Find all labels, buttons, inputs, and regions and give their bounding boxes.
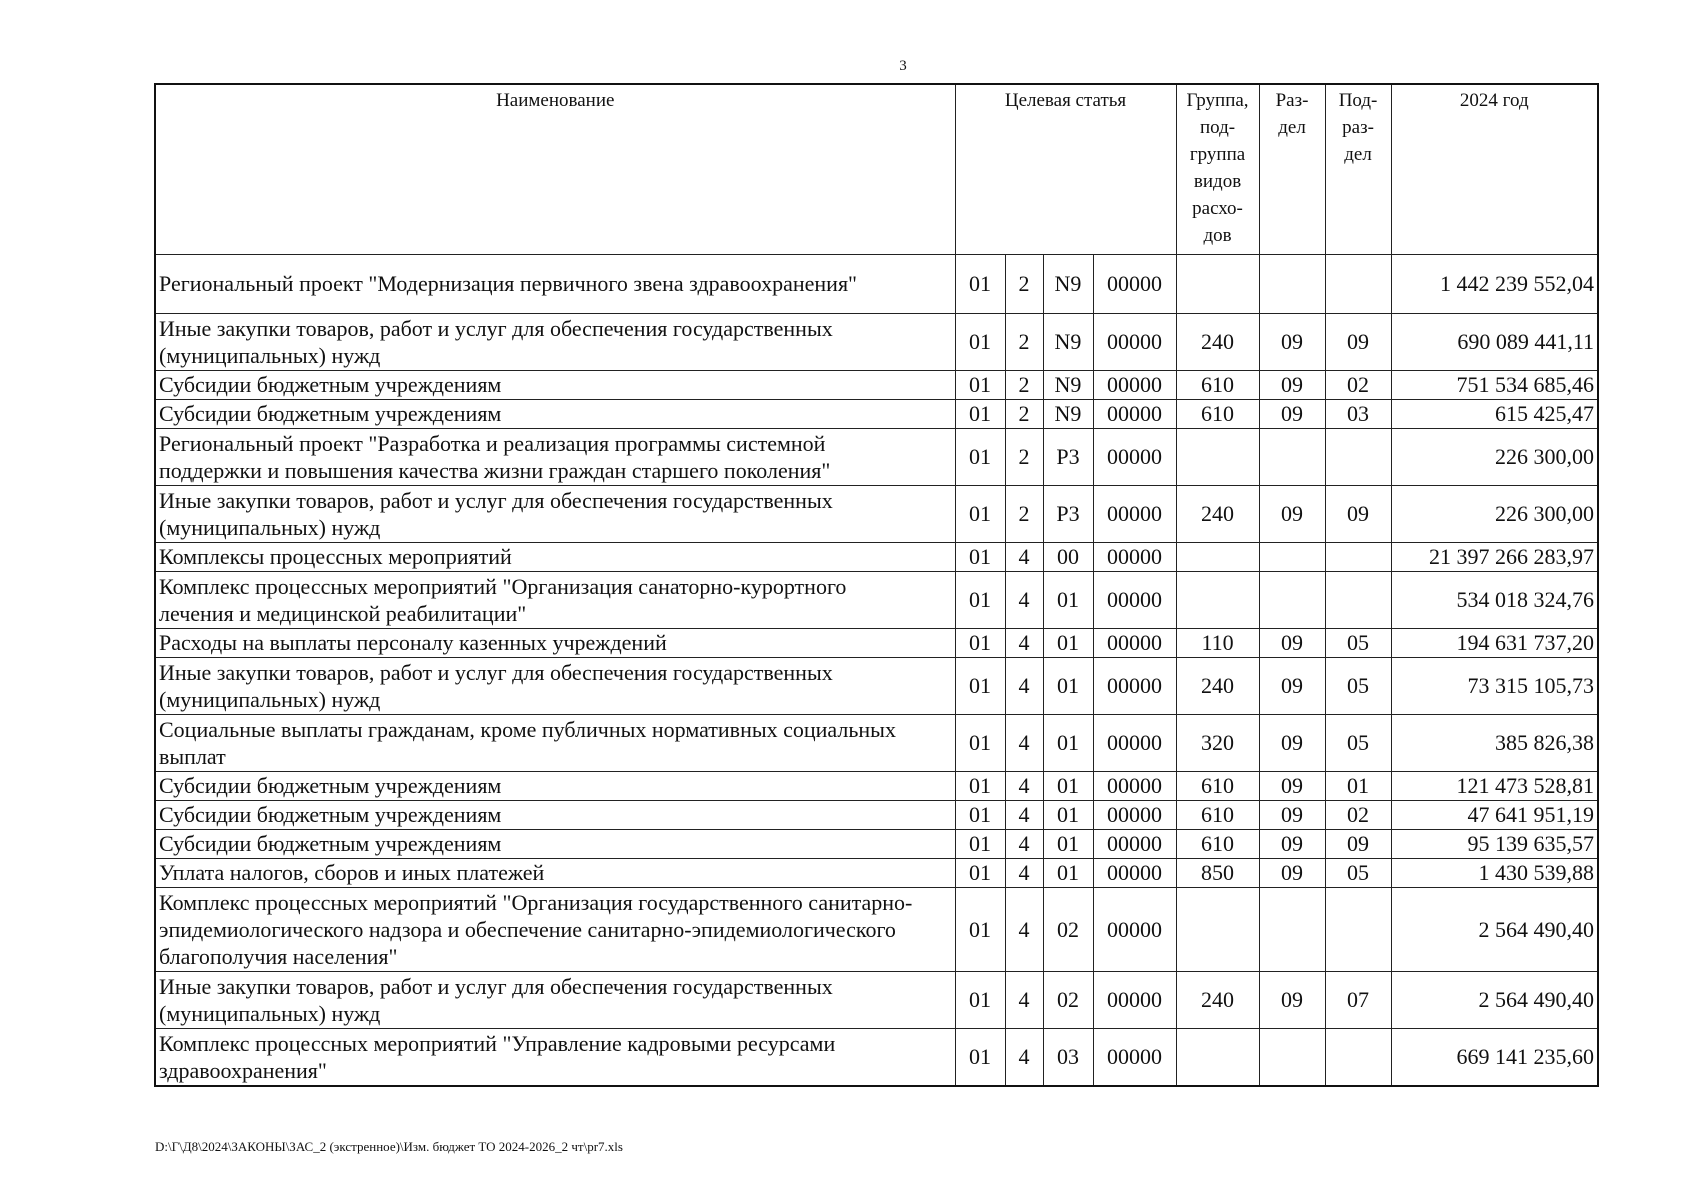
section-cell: 09 xyxy=(1259,657,1325,714)
row-name-cell: Комплексы процессных мероприятий xyxy=(155,542,955,571)
row-name-cell: Субсидии бюджетным учреждениям xyxy=(155,800,955,829)
target-code-project-cell: 01 xyxy=(1043,771,1093,800)
expense-group-cell xyxy=(1176,571,1259,628)
target-code-project-cell: 01 xyxy=(1043,800,1093,829)
table-body xyxy=(155,254,1598,1086)
target-code-direction-cell: 00000 xyxy=(1093,628,1176,657)
expense-group-cell: 240 xyxy=(1176,971,1259,1028)
target-code-direction-cell: 00000 xyxy=(1093,428,1176,485)
section-cell: 09 xyxy=(1259,313,1325,370)
header-subsection: Под- раз- дел xyxy=(1325,84,1391,254)
amount-cell: 121 473 528,81 xyxy=(1391,771,1598,800)
row-name-cell: Комплекс процессных мероприятий "Организация государственного санитарно- эпидемиологического надзора и обеспечение санитарно-эпидемиологического благополучия населения" xyxy=(155,887,955,971)
amount-cell: 2 564 490,40 xyxy=(1391,887,1598,971)
section-cell xyxy=(1259,542,1325,571)
amount-cell: 226 300,00 xyxy=(1391,428,1598,485)
target-code-project-cell: 02 xyxy=(1043,887,1093,971)
table-row xyxy=(155,571,1598,628)
target-code-program-cell: 01 xyxy=(955,542,1005,571)
target-code-program-cell: 01 xyxy=(955,313,1005,370)
table-row xyxy=(155,1028,1598,1086)
target-code-direction-cell: 00000 xyxy=(1093,887,1176,971)
table-header-row xyxy=(155,84,1598,254)
target-code-direction-cell: 00000 xyxy=(1093,771,1176,800)
expense-group-cell: 850 xyxy=(1176,858,1259,887)
target-code-subprogram-cell: 2 xyxy=(1005,399,1043,428)
amount-cell: 2 564 490,40 xyxy=(1391,971,1598,1028)
target-code-direction-cell: 00000 xyxy=(1093,370,1176,399)
amount-cell: 534 018 324,76 xyxy=(1391,571,1598,628)
amount-cell: 690 089 441,11 xyxy=(1391,313,1598,370)
expense-group-cell: 320 xyxy=(1176,714,1259,771)
target-code-direction-cell: 00000 xyxy=(1093,829,1176,858)
table-row xyxy=(155,542,1598,571)
table-row xyxy=(155,313,1598,370)
target-code-program-cell: 01 xyxy=(955,887,1005,971)
table-row xyxy=(155,254,1598,313)
table-row xyxy=(155,370,1598,399)
target-code-direction-cell: 00000 xyxy=(1093,800,1176,829)
section-cell xyxy=(1259,254,1325,313)
section-cell: 09 xyxy=(1259,800,1325,829)
target-code-direction-cell: 00000 xyxy=(1093,571,1176,628)
section-cell: 09 xyxy=(1259,628,1325,657)
target-code-subprogram-cell: 4 xyxy=(1005,800,1043,829)
target-code-program-cell: 01 xyxy=(955,485,1005,542)
subsection-cell xyxy=(1325,571,1391,628)
subsection-cell: 05 xyxy=(1325,714,1391,771)
row-name-cell: Субсидии бюджетным учреждениям xyxy=(155,399,955,428)
target-code-subprogram-cell: 4 xyxy=(1005,887,1043,971)
expense-group-cell: 110 xyxy=(1176,628,1259,657)
target-code-project-cell: 01 xyxy=(1043,571,1093,628)
target-code-direction-cell: 00000 xyxy=(1093,399,1176,428)
expense-group-cell xyxy=(1176,542,1259,571)
amount-cell: 669 141 235,60 xyxy=(1391,1028,1598,1086)
section-cell xyxy=(1259,887,1325,971)
row-name-cell: Субсидии бюджетным учреждениям xyxy=(155,771,955,800)
target-code-subprogram-cell: 2 xyxy=(1005,370,1043,399)
expense-group-cell: 610 xyxy=(1176,771,1259,800)
target-code-program-cell: 01 xyxy=(955,428,1005,485)
target-code-project-cell: N9 xyxy=(1043,254,1093,313)
target-code-project-cell: 01 xyxy=(1043,829,1093,858)
target-code-subprogram-cell: 2 xyxy=(1005,428,1043,485)
row-name-cell: Иные закупки товаров, работ и услуг для обеспечения государственных (муниципальных) нужд xyxy=(155,313,955,370)
target-code-subprogram-cell: 4 xyxy=(1005,571,1043,628)
expense-group-cell: 610 xyxy=(1176,800,1259,829)
target-code-subprogram-cell: 4 xyxy=(1005,657,1043,714)
expense-group-cell xyxy=(1176,254,1259,313)
section-cell: 09 xyxy=(1259,771,1325,800)
target-code-project-cell: N9 xyxy=(1043,313,1093,370)
header-expense-group: Группа, под- группа видов расхо- дов xyxy=(1176,84,1259,254)
target-code-subprogram-cell: 4 xyxy=(1005,771,1043,800)
row-name-cell: Комплекс процессных мероприятий "Управление кадровыми ресурсами здравоохранения" xyxy=(155,1028,955,1086)
page-number: 3 xyxy=(899,58,907,74)
section-cell xyxy=(1259,571,1325,628)
subsection-cell: 09 xyxy=(1325,313,1391,370)
section-cell: 09 xyxy=(1259,858,1325,887)
subsection-cell: 02 xyxy=(1325,370,1391,399)
target-code-project-cell: 00 xyxy=(1043,542,1093,571)
expense-group-cell: 610 xyxy=(1176,829,1259,858)
target-code-program-cell: 01 xyxy=(955,1028,1005,1086)
row-name-cell: Региональный проект "Разработка и реализация программы системной поддержки и повышения качества жизни граждан старшего поколения" xyxy=(155,428,955,485)
section-cell xyxy=(1259,428,1325,485)
target-code-program-cell: 01 xyxy=(955,971,1005,1028)
table-row xyxy=(155,399,1598,428)
target-code-project-cell: 01 xyxy=(1043,714,1093,771)
target-code-program-cell: 01 xyxy=(955,714,1005,771)
target-code-subprogram-cell: 2 xyxy=(1005,313,1043,370)
target-code-project-cell: 02 xyxy=(1043,971,1093,1028)
target-code-project-cell: 01 xyxy=(1043,657,1093,714)
row-name-cell: Социальные выплаты гражданам, кроме публичных нормативных социальных выплат xyxy=(155,714,955,771)
target-code-subprogram-cell: 4 xyxy=(1005,829,1043,858)
target-code-subprogram-cell: 2 xyxy=(1005,485,1043,542)
amount-cell: 194 631 737,20 xyxy=(1391,628,1598,657)
target-code-project-cell: Р3 xyxy=(1043,485,1093,542)
target-code-direction-cell: 00000 xyxy=(1093,485,1176,542)
table-row xyxy=(155,829,1598,858)
row-name-cell: Расходы на выплаты персоналу казенных учреждений xyxy=(155,628,955,657)
target-code-program-cell: 01 xyxy=(955,771,1005,800)
target-code-project-cell: 03 xyxy=(1043,1028,1093,1086)
target-code-direction-cell: 00000 xyxy=(1093,313,1176,370)
row-name-cell: Субсидии бюджетным учреждениям xyxy=(155,829,955,858)
subsection-cell: 03 xyxy=(1325,399,1391,428)
table-row xyxy=(155,485,1598,542)
amount-cell: 47 641 951,19 xyxy=(1391,800,1598,829)
target-code-direction-cell: 00000 xyxy=(1093,542,1176,571)
subsection-cell xyxy=(1325,254,1391,313)
row-name-cell: Уплата налогов, сборов и иных платежей xyxy=(155,858,955,887)
amount-cell: 21 397 266 283,97 xyxy=(1391,542,1598,571)
table-row xyxy=(155,887,1598,971)
target-code-program-cell: 01 xyxy=(955,254,1005,313)
row-name-cell: Иные закупки товаров, работ и услуг для обеспечения государственных (муниципальных) нужд xyxy=(155,971,955,1028)
target-code-subprogram-cell: 4 xyxy=(1005,714,1043,771)
subsection-cell: 05 xyxy=(1325,858,1391,887)
budget-table xyxy=(154,83,1599,1087)
target-code-project-cell: N9 xyxy=(1043,399,1093,428)
target-code-subprogram-cell: 4 xyxy=(1005,542,1043,571)
subsection-cell: 07 xyxy=(1325,971,1391,1028)
row-name-cell: Иные закупки товаров, работ и услуг для обеспечения государственных (муниципальных) нужд xyxy=(155,657,955,714)
target-code-program-cell: 01 xyxy=(955,657,1005,714)
expense-group-cell: 240 xyxy=(1176,657,1259,714)
table-row xyxy=(155,657,1598,714)
section-cell: 09 xyxy=(1259,714,1325,771)
row-name-cell: Субсидии бюджетным учреждениям xyxy=(155,370,955,399)
section-cell: 09 xyxy=(1259,399,1325,428)
target-code-subprogram-cell: 2 xyxy=(1005,254,1043,313)
target-code-subprogram-cell: 4 xyxy=(1005,1028,1043,1086)
row-name-cell: Региональный проект "Модернизация первичного звена здравоохранения" xyxy=(155,254,955,313)
target-code-direction-cell: 00000 xyxy=(1093,254,1176,313)
target-code-program-cell: 01 xyxy=(955,370,1005,399)
subsection-cell xyxy=(1325,428,1391,485)
subsection-cell xyxy=(1325,1028,1391,1086)
expense-group-cell xyxy=(1176,1028,1259,1086)
subsection-cell xyxy=(1325,542,1391,571)
target-code-program-cell: 01 xyxy=(955,858,1005,887)
expense-group-cell: 240 xyxy=(1176,313,1259,370)
target-code-program-cell: 01 xyxy=(955,399,1005,428)
target-code-direction-cell: 00000 xyxy=(1093,971,1176,1028)
table-row xyxy=(155,428,1598,485)
target-code-program-cell: 01 xyxy=(955,829,1005,858)
subsection-cell: 02 xyxy=(1325,800,1391,829)
subsection-cell xyxy=(1325,887,1391,971)
subsection-cell: 05 xyxy=(1325,657,1391,714)
target-code-direction-cell: 00000 xyxy=(1093,714,1176,771)
target-code-subprogram-cell: 4 xyxy=(1005,858,1043,887)
target-code-project-cell: N9 xyxy=(1043,370,1093,399)
amount-cell: 95 139 635,57 xyxy=(1391,829,1598,858)
table-row xyxy=(155,714,1598,771)
amount-cell: 1 442 239 552,04 xyxy=(1391,254,1598,313)
target-code-program-cell: 01 xyxy=(955,628,1005,657)
target-code-program-cell: 01 xyxy=(955,571,1005,628)
target-code-subprogram-cell: 4 xyxy=(1005,971,1043,1028)
target-code-project-cell: 01 xyxy=(1043,858,1093,887)
target-code-direction-cell: 00000 xyxy=(1093,1028,1176,1086)
row-name-cell: Комплекс процессных мероприятий "Организация санаторно-курортного лечения и медицинской реабилитации" xyxy=(155,571,955,628)
amount-cell: 615 425,47 xyxy=(1391,399,1598,428)
table-row xyxy=(155,628,1598,657)
expense-group-cell: 610 xyxy=(1176,399,1259,428)
expense-group-cell xyxy=(1176,428,1259,485)
section-cell: 09 xyxy=(1259,971,1325,1028)
subsection-cell: 05 xyxy=(1325,628,1391,657)
table-row xyxy=(155,800,1598,829)
table-row xyxy=(155,858,1598,887)
amount-cell: 385 826,38 xyxy=(1391,714,1598,771)
amount-cell: 751 534 685,46 xyxy=(1391,370,1598,399)
section-cell: 09 xyxy=(1259,829,1325,858)
target-code-program-cell: 01 xyxy=(955,800,1005,829)
target-code-project-cell: 01 xyxy=(1043,628,1093,657)
target-code-subprogram-cell: 4 xyxy=(1005,628,1043,657)
amount-cell: 73 315 105,73 xyxy=(1391,657,1598,714)
file-path-footer: D:\Г\Д8\2024\ЗАКОНЫ\ЗАС_2 (экстренное)\Изм. бюджет ТО 2024-2026_2 чт\pr7.xls xyxy=(155,1139,623,1154)
amount-cell: 226 300,00 xyxy=(1391,485,1598,542)
subsection-cell: 09 xyxy=(1325,829,1391,858)
subsection-cell: 09 xyxy=(1325,485,1391,542)
table-row xyxy=(155,971,1598,1028)
target-code-direction-cell: 00000 xyxy=(1093,657,1176,714)
target-code-direction-cell: 00000 xyxy=(1093,858,1176,887)
subsection-cell: 01 xyxy=(1325,771,1391,800)
table-row xyxy=(155,771,1598,800)
header-target-article: Целевая статья xyxy=(955,84,1176,254)
header-section: Раз- дел xyxy=(1259,84,1325,254)
header-year: 2024 год xyxy=(1391,84,1598,254)
expense-group-cell xyxy=(1176,887,1259,971)
row-name-cell: Иные закупки товаров, работ и услуг для обеспечения государственных (муниципальных) нужд xyxy=(155,485,955,542)
section-cell: 09 xyxy=(1259,485,1325,542)
amount-cell: 1 430 539,88 xyxy=(1391,858,1598,887)
section-cell xyxy=(1259,1028,1325,1086)
section-cell: 09 xyxy=(1259,370,1325,399)
header-name: Наименование xyxy=(155,84,955,254)
target-code-project-cell: Р3 xyxy=(1043,428,1093,485)
expense-group-cell: 610 xyxy=(1176,370,1259,399)
expense-group-cell: 240 xyxy=(1176,485,1259,542)
